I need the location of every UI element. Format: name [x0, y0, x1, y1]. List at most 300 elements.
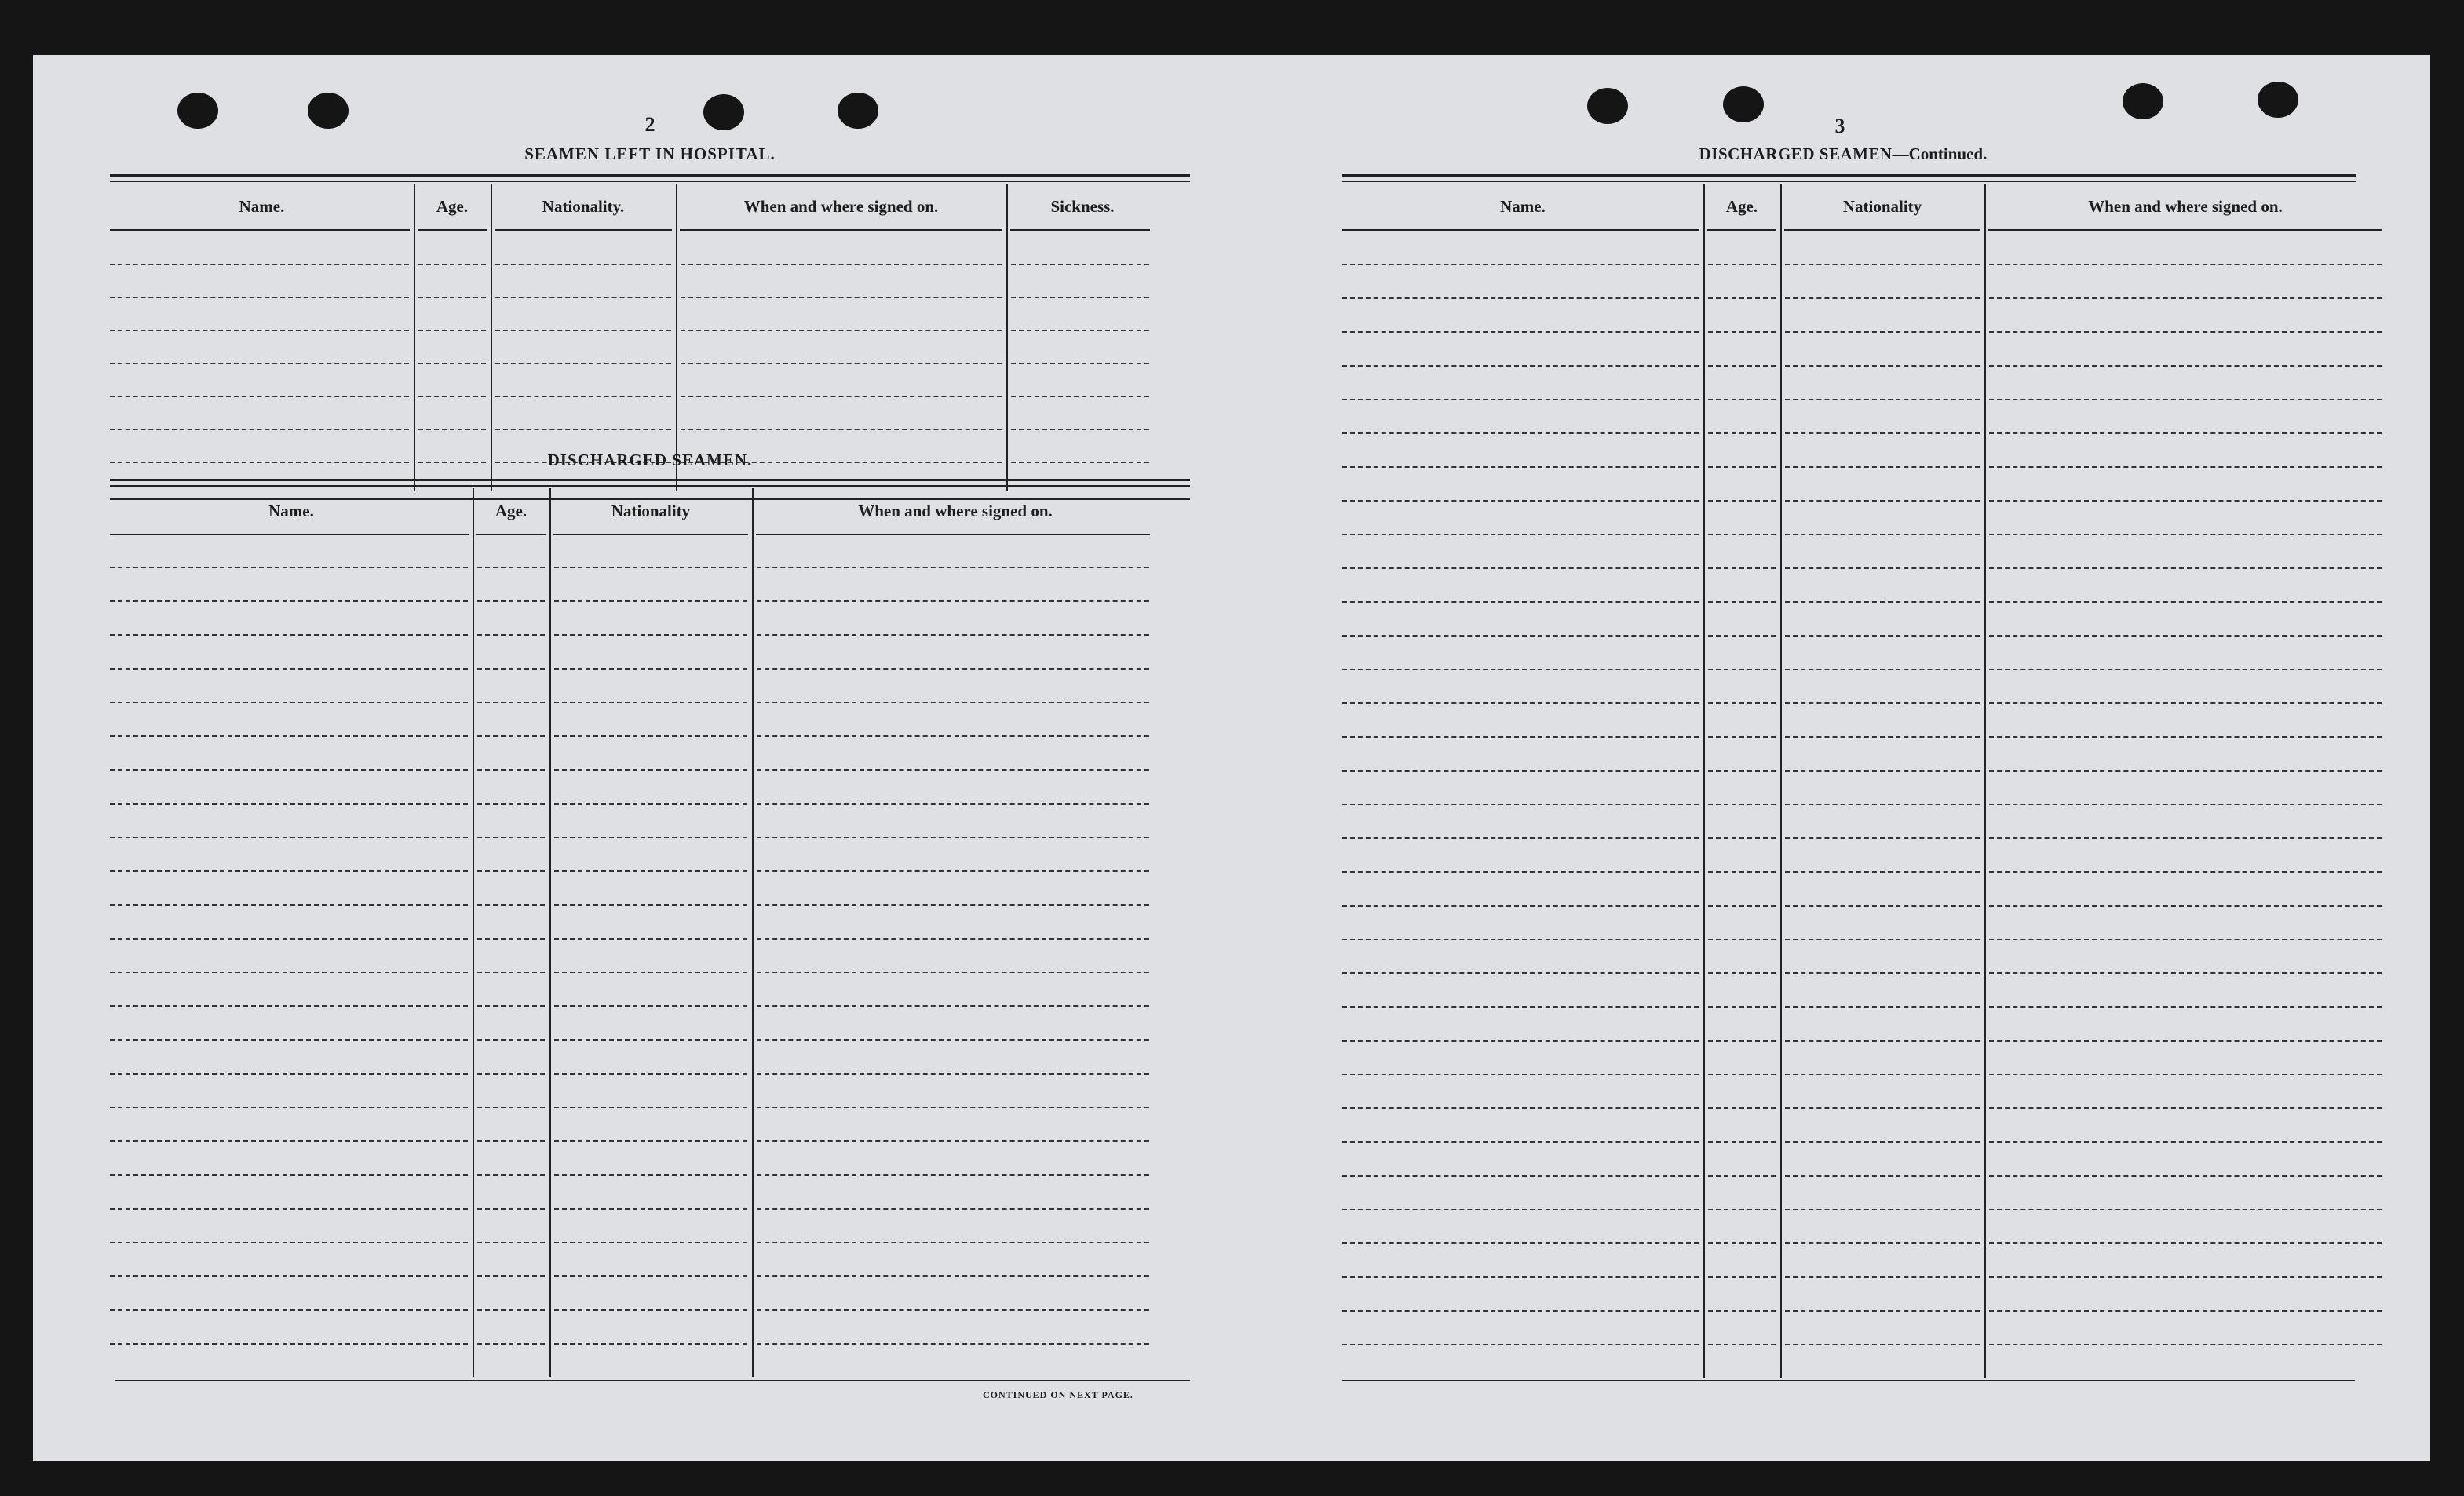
- entry-line[interactable]: [757, 702, 1149, 703]
- entry-line[interactable]: [757, 1208, 1149, 1210]
- entry-line[interactable]: [110, 1275, 468, 1277]
- entry-line[interactable]: [1708, 1006, 1776, 1008]
- entry-line[interactable]: [1011, 264, 1149, 265]
- entry-line[interactable]: [418, 396, 486, 397]
- entry-line[interactable]: [681, 429, 1002, 430]
- entry-line[interactable]: [1989, 432, 2382, 434]
- entry-line[interactable]: [1342, 1310, 1699, 1312]
- double-rule: [110, 479, 1190, 481]
- column-rule: [752, 488, 754, 1377]
- header-underline: [553, 534, 748, 535]
- continued-note: CONTINUED ON NEXT PAGE.: [983, 1389, 1133, 1400]
- entry-line[interactable]: [1785, 770, 1980, 772]
- entry-line[interactable]: [1785, 500, 1980, 502]
- entry-line[interactable]: [1989, 264, 2382, 265]
- header-underline: [110, 229, 410, 231]
- header-underline: [1784, 229, 1980, 231]
- entry-line[interactable]: [477, 668, 545, 670]
- entry-line[interactable]: [554, 1275, 747, 1277]
- header-underline: [1988, 229, 2382, 231]
- entry-line[interactable]: [554, 702, 747, 703]
- entry-line[interactable]: [110, 735, 468, 737]
- entry-line[interactable]: [495, 330, 671, 331]
- entry-line[interactable]: [757, 1174, 1149, 1176]
- entry-line[interactable]: [1708, 972, 1776, 974]
- entry-line[interactable]: [110, 396, 409, 397]
- entry-line[interactable]: [1011, 363, 1149, 364]
- column-header-age: Age.: [436, 196, 469, 216]
- entry-line[interactable]: [1708, 331, 1776, 333]
- entry-line[interactable]: [495, 429, 671, 430]
- entry-line[interactable]: [110, 1005, 468, 1007]
- entry-line[interactable]: [1785, 635, 1980, 637]
- entry-line[interactable]: [1342, 1242, 1699, 1244]
- entry-line[interactable]: [1785, 804, 1980, 805]
- entry-line[interactable]: [1785, 1107, 1980, 1109]
- entry-line[interactable]: [110, 668, 468, 670]
- entry-line[interactable]: [757, 567, 1149, 568]
- entry-line[interactable]: [1785, 1175, 1980, 1177]
- entry-line[interactable]: [1708, 399, 1776, 400]
- entry-line[interactable]: [110, 803, 468, 805]
- entry-line[interactable]: [757, 735, 1149, 737]
- entry-line[interactable]: [495, 297, 671, 298]
- column-rule: [1984, 184, 1986, 1378]
- entry-line[interactable]: [1989, 1141, 2382, 1143]
- entry-line[interactable]: [1708, 635, 1776, 637]
- entry-line[interactable]: [477, 1107, 545, 1108]
- entry-line[interactable]: [1785, 1040, 1980, 1042]
- entry-line[interactable]: [1342, 1276, 1699, 1278]
- entry-line[interactable]: [554, 803, 747, 805]
- entry-line[interactable]: [477, 600, 545, 602]
- entry-line[interactable]: [1708, 837, 1776, 839]
- header-underline: [476, 534, 546, 535]
- entry-line[interactable]: [418, 264, 486, 265]
- entry-line[interactable]: [1785, 466, 1980, 468]
- column-header-age: Age.: [1725, 196, 1758, 216]
- entry-line[interactable]: [110, 600, 468, 602]
- entry-line[interactable]: [757, 870, 1149, 872]
- entry-line[interactable]: [1708, 466, 1776, 468]
- entry-line[interactable]: [1785, 1006, 1980, 1008]
- entry-line[interactable]: [110, 1140, 468, 1142]
- entry-line[interactable]: [418, 429, 486, 430]
- column-header-signed-on: When and where signed on.: [743, 196, 939, 216]
- discharged-table: [110, 488, 1190, 1427]
- column-rule: [1006, 184, 1008, 491]
- entry-line[interactable]: [477, 1208, 545, 1210]
- entry-line[interactable]: [1342, 871, 1699, 873]
- entry-line[interactable]: [1785, 871, 1980, 873]
- entry-line[interactable]: [418, 330, 486, 331]
- entry-line[interactable]: [110, 1242, 468, 1243]
- header-underline: [495, 229, 672, 231]
- entry-line[interactable]: [1342, 837, 1699, 839]
- entry-line[interactable]: [1011, 330, 1149, 331]
- entry-line[interactable]: [1708, 939, 1776, 940]
- entry-line[interactable]: [1785, 837, 1980, 839]
- entry-line[interactable]: [757, 1107, 1149, 1108]
- entry-line[interactable]: [681, 363, 1002, 364]
- entry-line[interactable]: [477, 972, 545, 973]
- entry-line[interactable]: [1342, 1209, 1699, 1210]
- entry-line[interactable]: [1342, 939, 1699, 940]
- entry-line[interactable]: [477, 1275, 545, 1277]
- bottom-rule: [115, 1380, 1190, 1381]
- entry-line[interactable]: [1342, 264, 1699, 265]
- entry-line[interactable]: [1342, 1344, 1699, 1345]
- entry-line[interactable]: [554, 567, 747, 568]
- entry-line[interactable]: [681, 264, 1002, 265]
- entry-line[interactable]: [477, 904, 545, 906]
- entry-line[interactable]: [110, 1073, 468, 1075]
- entry-line[interactable]: [1708, 1141, 1776, 1143]
- entry-line[interactable]: [554, 1073, 747, 1075]
- header-underline: [756, 534, 1150, 535]
- entry-line[interactable]: [477, 803, 545, 805]
- entry-line[interactable]: [110, 1107, 468, 1108]
- entry-line[interactable]: [554, 1309, 747, 1311]
- entry-line[interactable]: [757, 1005, 1149, 1007]
- double-rule: [110, 485, 1190, 487]
- entry-line[interactable]: [1708, 1040, 1776, 1042]
- double-rule: [1342, 181, 2356, 182]
- bottom-rule: [1342, 1380, 2355, 1381]
- entry-line[interactable]: [1342, 365, 1699, 367]
- entry-line[interactable]: [110, 769, 468, 771]
- entry-line[interactable]: [1785, 702, 1980, 704]
- entry-line[interactable]: [477, 938, 545, 940]
- entry-line[interactable]: [757, 1039, 1149, 1041]
- entry-line[interactable]: [757, 803, 1149, 805]
- entry-line[interactable]: [477, 1140, 545, 1142]
- entry-line[interactable]: [110, 429, 409, 430]
- entry-line[interactable]: [110, 330, 409, 331]
- entry-line[interactable]: [1708, 1074, 1776, 1075]
- entry-line[interactable]: [1785, 432, 1980, 434]
- entry-line[interactable]: [477, 1343, 545, 1345]
- entry-line[interactable]: [1989, 1344, 2382, 1345]
- entry-line[interactable]: [1708, 601, 1776, 603]
- entry-line[interactable]: [554, 938, 747, 940]
- entry-line[interactable]: [1785, 972, 1980, 974]
- hospital-table: [110, 184, 1190, 496]
- entry-line[interactable]: [110, 1343, 468, 1345]
- entry-line[interactable]: [1989, 1040, 2382, 1042]
- entry-line[interactable]: [1989, 1175, 2382, 1177]
- entry-line[interactable]: [1342, 331, 1699, 333]
- entry-line[interactable]: [1342, 601, 1699, 603]
- entry-line[interactable]: [1785, 601, 1980, 603]
- entry-line[interactable]: [495, 396, 671, 397]
- entry-line[interactable]: [757, 837, 1149, 838]
- entry-line[interactable]: [554, 972, 747, 973]
- entry-line[interactable]: [1708, 1344, 1776, 1345]
- entry-line[interactable]: [1989, 635, 2382, 637]
- entry-line[interactable]: [1708, 702, 1776, 704]
- entry-line[interactable]: [554, 870, 747, 872]
- entry-line[interactable]: [477, 1005, 545, 1007]
- entry-line[interactable]: [1708, 534, 1776, 535]
- entry-line[interactable]: [1342, 669, 1699, 670]
- entry-line[interactable]: [757, 634, 1149, 636]
- entry-line[interactable]: [110, 264, 409, 265]
- entry-line[interactable]: [1989, 736, 2382, 738]
- entry-line[interactable]: [554, 1174, 747, 1176]
- entry-line[interactable]: [110, 938, 468, 940]
- entry-line[interactable]: [1708, 871, 1776, 873]
- entry-line[interactable]: [1708, 432, 1776, 434]
- entry-line[interactable]: [757, 600, 1149, 602]
- entry-line[interactable]: [1785, 567, 1980, 569]
- entry-line[interactable]: [1989, 1310, 2382, 1312]
- entry-line[interactable]: [757, 904, 1149, 906]
- entry-line[interactable]: [477, 769, 545, 771]
- entry-line[interactable]: [1785, 1074, 1980, 1075]
- entry-line[interactable]: [1342, 567, 1699, 569]
- discharged-section-title: DISCHARGED SEAMEN.: [547, 451, 753, 469]
- entry-line[interactable]: [110, 702, 468, 703]
- entry-line[interactable]: [110, 904, 468, 906]
- header-underline: [680, 229, 1002, 231]
- entry-line[interactable]: [1342, 702, 1699, 704]
- entry-line[interactable]: [1708, 500, 1776, 502]
- entry-line[interactable]: [1342, 635, 1699, 637]
- column-rule: [1780, 184, 1782, 1378]
- entry-line[interactable]: [477, 1039, 545, 1041]
- entry-line[interactable]: [1708, 669, 1776, 670]
- entry-line[interactable]: [110, 870, 468, 872]
- entry-line[interactable]: [477, 702, 545, 703]
- entry-line[interactable]: [1989, 702, 2382, 704]
- entry-line[interactable]: [1989, 297, 2382, 299]
- entry-line[interactable]: [757, 972, 1149, 973]
- entry-line[interactable]: [1785, 1209, 1980, 1210]
- entry-line[interactable]: [1989, 1107, 2382, 1109]
- column-header-nationality: Nationality: [611, 501, 691, 520]
- entry-line[interactable]: [1708, 264, 1776, 265]
- entry-line[interactable]: [1342, 1074, 1699, 1075]
- column-header-signed-on: When and where signed on.: [2088, 196, 2283, 216]
- entry-line[interactable]: [110, 972, 468, 973]
- entry-line[interactable]: [1989, 1074, 2382, 1075]
- entry-line[interactable]: [1989, 534, 2382, 535]
- entry-line[interactable]: [554, 904, 747, 906]
- entry-line[interactable]: [1342, 297, 1699, 299]
- entry-line[interactable]: [1342, 804, 1699, 805]
- entry-line[interactable]: [1989, 871, 2382, 873]
- entry-line[interactable]: [681, 396, 1002, 397]
- entry-line[interactable]: [1989, 939, 2382, 940]
- entry-line[interactable]: [1785, 331, 1980, 333]
- entry-line[interactable]: [110, 1208, 468, 1210]
- entry-line[interactable]: [554, 837, 747, 838]
- header-underline: [1707, 229, 1776, 231]
- entry-line[interactable]: [495, 363, 671, 364]
- entry-line[interactable]: [1708, 905, 1776, 907]
- column-header-nationality: Nationality.: [542, 196, 625, 216]
- entry-line[interactable]: [757, 1309, 1149, 1311]
- entry-line[interactable]: [477, 870, 545, 872]
- entry-line[interactable]: [554, 1208, 747, 1210]
- entry-line[interactable]: [554, 769, 747, 771]
- entry-line[interactable]: [477, 1073, 545, 1075]
- entry-line[interactable]: [1989, 466, 2382, 468]
- entry-line[interactable]: [1011, 429, 1149, 430]
- entry-line[interactable]: [1342, 1040, 1699, 1042]
- entry-line[interactable]: [1708, 1276, 1776, 1278]
- entry-line[interactable]: [1989, 365, 2382, 367]
- discharged-continued-title-main: DISCHARGED SEAMEN: [1699, 144, 1893, 163]
- entry-line[interactable]: [110, 297, 409, 298]
- entry-line[interactable]: [1342, 1141, 1699, 1143]
- entry-line[interactable]: [1342, 399, 1699, 400]
- continued-suffix: —Continued.: [1892, 144, 1988, 163]
- entry-line[interactable]: [110, 1174, 468, 1176]
- column-header-nationality: Nationality: [1842, 196, 1922, 216]
- entry-line[interactable]: [1342, 770, 1699, 772]
- entry-line[interactable]: [1708, 804, 1776, 805]
- entry-line[interactable]: [1785, 669, 1980, 670]
- entry-line[interactable]: [757, 938, 1149, 940]
- entry-line[interactable]: [757, 1275, 1149, 1277]
- entry-line[interactable]: [757, 1140, 1149, 1142]
- entry-line[interactable]: [1785, 1344, 1980, 1345]
- entry-line[interactable]: [1989, 500, 2382, 502]
- entry-line[interactable]: [1989, 837, 2382, 839]
- entry-line[interactable]: [477, 1174, 545, 1176]
- entry-line[interactable]: [1989, 601, 2382, 603]
- entry-line[interactable]: [418, 297, 486, 298]
- entry-line[interactable]: [1989, 567, 2382, 569]
- entry-line[interactable]: [1989, 905, 2382, 907]
- entry-line[interactable]: [757, 1343, 1149, 1345]
- entry-line[interactable]: [1785, 264, 1980, 265]
- entry-line[interactable]: [477, 1242, 545, 1243]
- entry-line[interactable]: [477, 735, 545, 737]
- entry-line[interactable]: [1708, 365, 1776, 367]
- entry-line[interactable]: [1989, 804, 2382, 805]
- header-underline: [1342, 229, 1699, 231]
- entry-line[interactable]: [1708, 567, 1776, 569]
- entry-line[interactable]: [681, 330, 1002, 331]
- entry-line[interactable]: [1342, 1006, 1699, 1008]
- column-header-name: Name.: [1500, 196, 1546, 216]
- entry-line[interactable]: [554, 600, 747, 602]
- entry-line[interactable]: [1342, 466, 1699, 468]
- column-rule: [473, 488, 474, 1377]
- header-underline: [1010, 229, 1150, 231]
- entry-line[interactable]: [757, 668, 1149, 670]
- entry-line[interactable]: [757, 1073, 1149, 1075]
- entry-line[interactable]: [110, 837, 468, 838]
- entry-line[interactable]: [1011, 297, 1149, 298]
- entry-line[interactable]: [1785, 1242, 1980, 1244]
- entry-line[interactable]: [1989, 331, 2382, 333]
- entry-line[interactable]: [1342, 736, 1699, 738]
- entry-line[interactable]: [1708, 1242, 1776, 1244]
- column-header-age: Age.: [495, 501, 527, 520]
- entry-line[interactable]: [554, 735, 747, 737]
- entry-line[interactable]: [1989, 1209, 2382, 1210]
- entry-line[interactable]: [1785, 905, 1980, 907]
- entry-line[interactable]: [1708, 736, 1776, 738]
- entry-line[interactable]: [1342, 534, 1699, 535]
- entry-line[interactable]: [110, 1039, 468, 1041]
- entry-line[interactable]: [1989, 770, 2382, 772]
- entry-line[interactable]: [1785, 736, 1980, 738]
- entry-line[interactable]: [1342, 1175, 1699, 1177]
- entry-line[interactable]: [554, 1242, 747, 1243]
- entry-line[interactable]: [1342, 500, 1699, 502]
- column-rule: [676, 184, 677, 491]
- entry-line[interactable]: [1785, 939, 1980, 940]
- entry-line[interactable]: [681, 297, 1002, 298]
- entry-line[interactable]: [554, 1140, 747, 1142]
- entry-line[interactable]: [1708, 770, 1776, 772]
- entry-line[interactable]: [554, 1039, 747, 1041]
- entry-line[interactable]: [1342, 1107, 1699, 1109]
- entry-line[interactable]: [110, 1309, 468, 1311]
- entry-line[interactable]: [1989, 399, 2382, 400]
- entry-line[interactable]: [554, 634, 747, 636]
- entry-line[interactable]: [477, 567, 545, 568]
- entry-line[interactable]: [110, 363, 409, 364]
- entry-line[interactable]: [554, 1005, 747, 1007]
- entry-line[interactable]: [1708, 1107, 1776, 1109]
- entry-line[interactable]: [1989, 1242, 2382, 1244]
- column-rule: [1703, 184, 1705, 1378]
- entry-line[interactable]: [1989, 669, 2382, 670]
- entry-line[interactable]: [1342, 972, 1699, 974]
- entry-line[interactable]: [757, 769, 1149, 771]
- entry-line[interactable]: [1785, 365, 1980, 367]
- entry-line[interactable]: [477, 634, 545, 636]
- entry-line[interactable]: [1342, 905, 1699, 907]
- entry-line[interactable]: [554, 1343, 747, 1345]
- entry-line[interactable]: [477, 1309, 545, 1311]
- entry-line[interactable]: [1989, 1006, 2382, 1008]
- entry-line[interactable]: [1708, 297, 1776, 299]
- column-header-name: Name.: [239, 196, 285, 216]
- entry-line[interactable]: [1989, 972, 2382, 974]
- entry-line[interactable]: [1785, 1141, 1980, 1143]
- discharged-continued-table: [1342, 184, 2386, 1430]
- entry-line[interactable]: [1785, 297, 1980, 299]
- entry-line[interactable]: [554, 1107, 747, 1108]
- entry-line[interactable]: [1342, 432, 1699, 434]
- entry-line[interactable]: [757, 1242, 1149, 1243]
- column-rule: [491, 184, 492, 491]
- entry-line[interactable]: [1708, 1175, 1776, 1177]
- entry-line[interactable]: [110, 634, 468, 636]
- entry-line[interactable]: [1011, 396, 1149, 397]
- entry-line[interactable]: [110, 567, 468, 568]
- entry-line[interactable]: [1785, 1310, 1980, 1312]
- entry-line[interactable]: [554, 668, 747, 670]
- entry-line[interactable]: [1785, 534, 1980, 535]
- entry-line[interactable]: [418, 363, 486, 364]
- entry-line[interactable]: [1708, 1310, 1776, 1312]
- entry-line[interactable]: [1785, 399, 1980, 400]
- entry-line[interactable]: [1708, 1209, 1776, 1210]
- punch-hole: [2258, 82, 2298, 118]
- entry-line[interactable]: [477, 837, 545, 838]
- entry-line[interactable]: [1785, 1276, 1980, 1278]
- entry-line[interactable]: [495, 264, 671, 265]
- entry-line[interactable]: [1989, 1276, 2382, 1278]
